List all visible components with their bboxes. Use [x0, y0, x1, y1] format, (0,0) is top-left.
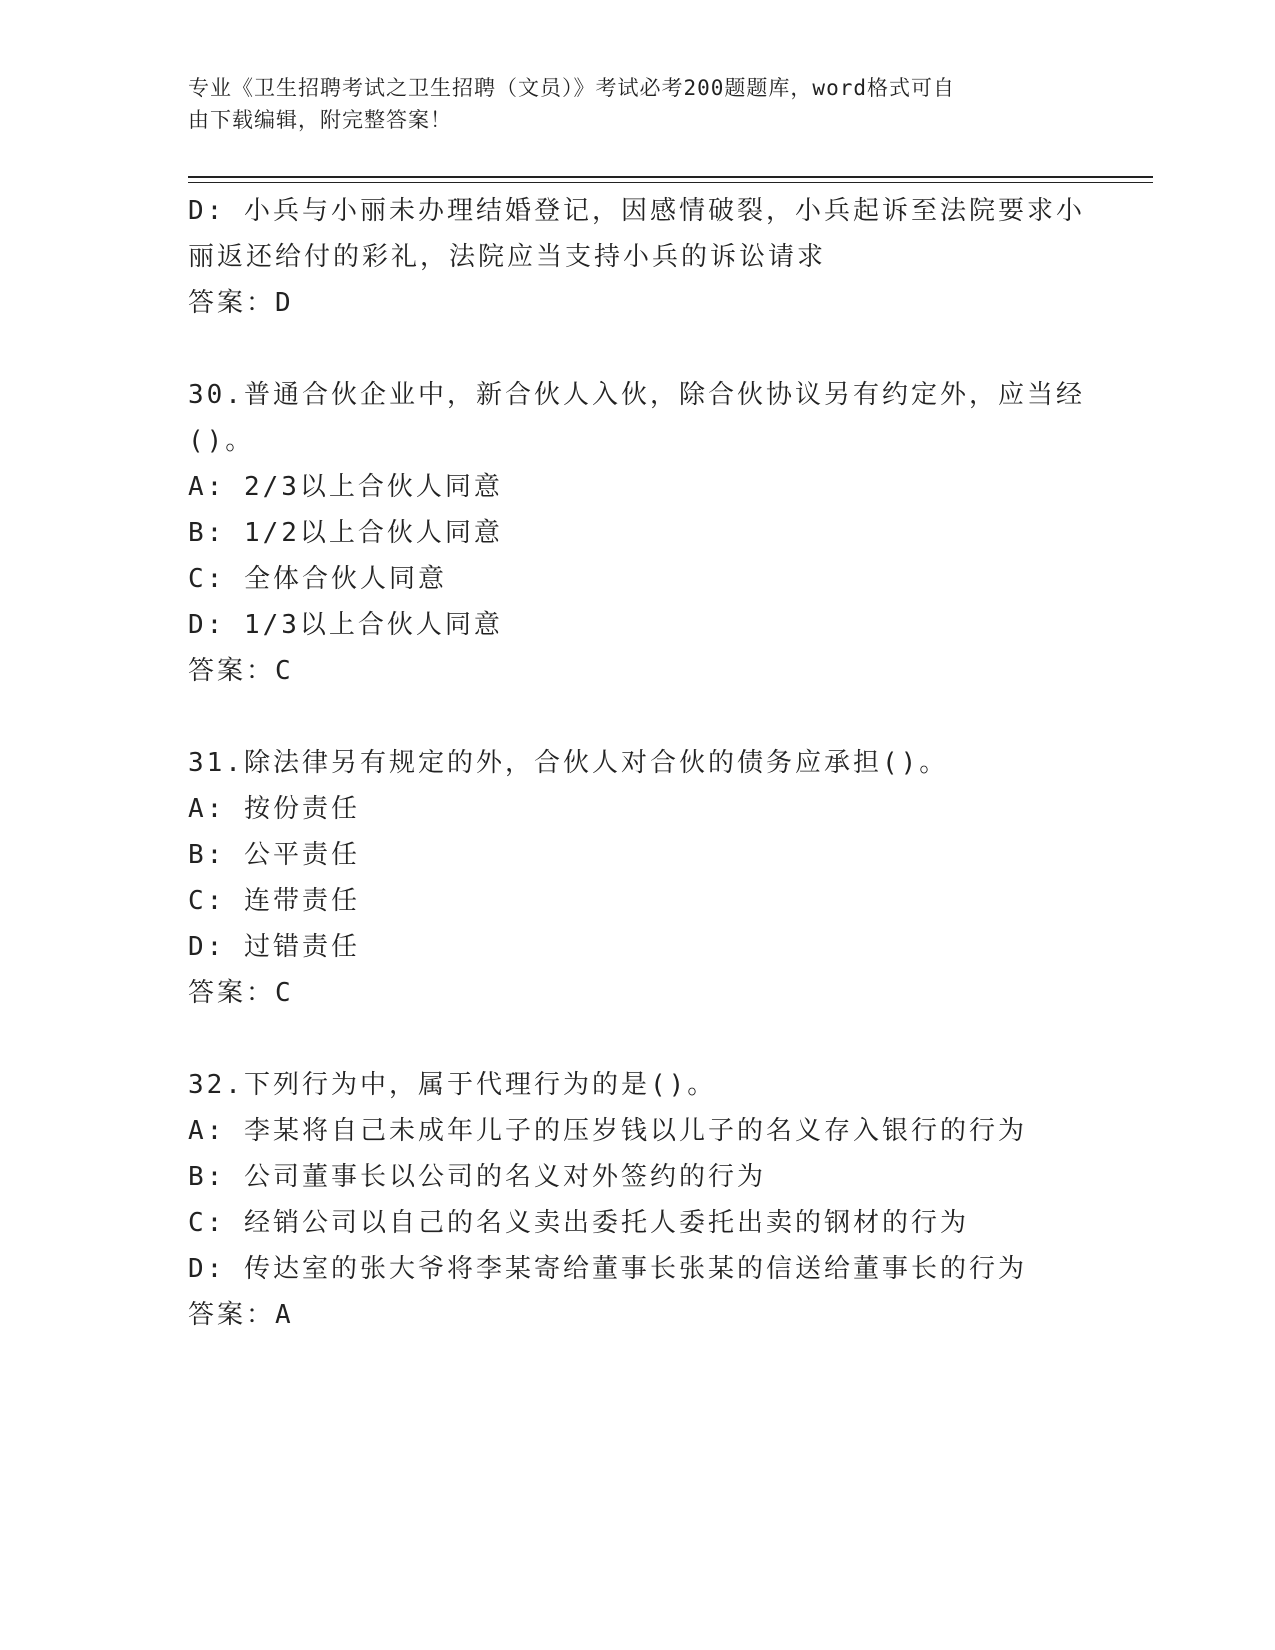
question-block-previous [188, 188, 1088, 326]
header-line-1: 专业《卫生招聘考试之卫生招聘（文员）》考试必考200题题库，word格式可自 [188, 76, 955, 100]
question-stem: 32.下列行为中，属于代理行为的是()。 [188, 1070, 717, 1100]
header-line-2: 由下载编辑，附完整答案！ [188, 108, 452, 132]
question-block-32 [188, 1062, 1088, 1338]
option-d: D: 1/3以上合伙人同意 [188, 610, 503, 640]
spacer [188, 326, 1088, 372]
question-list [188, 188, 1088, 1338]
answer-line: 答案：C [188, 978, 294, 1008]
option-b: B: 公平责任 [188, 840, 360, 870]
option-a: A: 李某将自己未成年儿子的压岁钱以儿子的名义存入银行的行为 [188, 1116, 1027, 1146]
option-a: A: 2/3以上合伙人同意 [188, 472, 503, 502]
document-header [188, 72, 1068, 136]
option-b: B: 1/2以上合伙人同意 [188, 518, 503, 548]
option-d-continued: 丽返还给付的彩礼，法院应当支持小兵的诉讼请求 [188, 242, 827, 272]
header-divider-thin [188, 182, 1153, 183]
header-divider-thick [188, 176, 1153, 178]
question-block-30 [188, 372, 1088, 694]
option-d: D: 小兵与小丽未办理结婚登记，因感情破裂，小兵起诉至法院要求小 [188, 196, 1085, 226]
question-block-31 [188, 740, 1088, 1016]
option-a: A: 按份责任 [188, 794, 360, 824]
question-stem-continued: ()。 [188, 426, 255, 456]
answer-line: 答案：A [188, 1300, 294, 1330]
spacer [188, 1016, 1088, 1062]
answer-line: 答案：C [188, 656, 294, 686]
spacer [188, 694, 1088, 740]
option-d: D: 传达室的张大爷将李某寄给董事长张某的信送给董事长的行为 [188, 1254, 1027, 1284]
question-stem: 30.普通合伙企业中，新合伙人入伙，除合伙协议另有约定外，应当经 [188, 380, 1085, 410]
option-b: B: 公司董事长以公司的名义对外签约的行为 [188, 1162, 766, 1192]
answer-line: 答案：D [188, 288, 294, 318]
option-c: C: 连带责任 [188, 886, 360, 916]
option-c: C: 全体合伙人同意 [188, 564, 447, 594]
option-c: C: 经销公司以自己的名义卖出委托人委托出卖的钢材的行为 [188, 1208, 969, 1238]
question-stem: 31.除法律另有规定的外，合伙人对合伙的债务应承担()。 [188, 748, 949, 778]
option-d: D: 过错责任 [188, 932, 360, 962]
